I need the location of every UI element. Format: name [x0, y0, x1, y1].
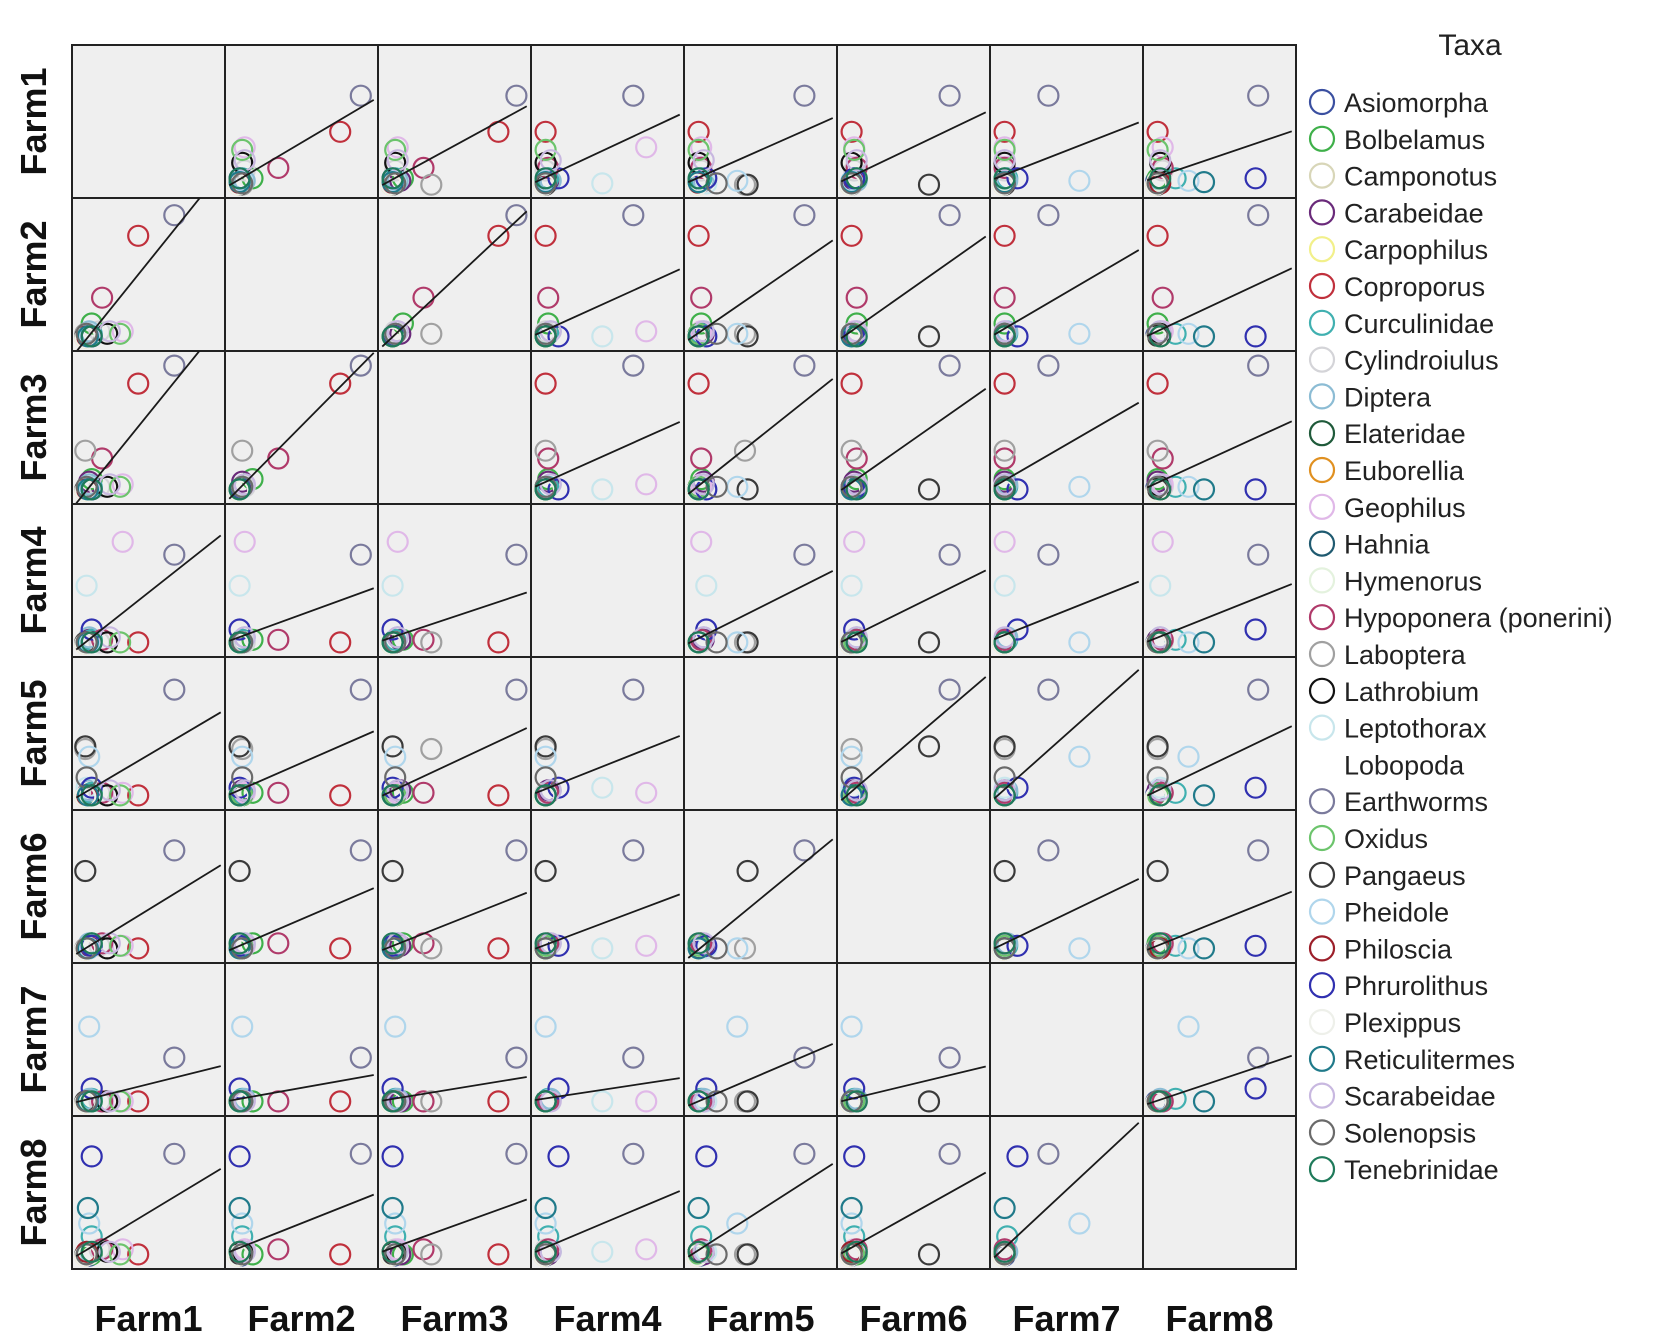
row-label-farm7: Farm7 [13, 985, 54, 1094]
panel-Farm7-vs-Farm2 [225, 963, 378, 1116]
legend-label: Scarabeidae [1344, 1081, 1496, 1112]
legend-item-pangaeus [1310, 861, 1466, 891]
legend-item-lathrobium [1310, 677, 1479, 707]
row-label-farm5: Farm5 [13, 679, 54, 788]
panel-Farm3-vs-Farm7 [990, 351, 1143, 504]
col-label-farm7: Farm7 [1012, 1298, 1121, 1339]
panel-Farm8-vs-Farm1 [72, 1116, 225, 1269]
panel-Farm5-vs-Farm3 [378, 657, 531, 810]
legend-item-hymenorus [1310, 566, 1482, 596]
panel-background [1143, 1116, 1296, 1269]
legend-marker [1310, 274, 1334, 298]
legend-item-coproporus [1310, 272, 1485, 302]
legend-item-lobopoda [1310, 750, 1465, 780]
legend-item-phrurolithus [1310, 971, 1488, 1001]
row-label-farm8: Farm8 [13, 1138, 54, 1247]
row-label-farm6: Farm6 [13, 832, 54, 941]
legend-marker [1310, 605, 1334, 629]
legend-label: Leptothorax [1344, 713, 1487, 744]
legend-label: Hypoponera (ponerini) [1344, 603, 1613, 634]
legend-label: Asiomorpha [1344, 88, 1489, 118]
panel-Farm8-vs-Farm7 [990, 1116, 1143, 1269]
col-label-farm2: Farm2 [247, 1298, 356, 1339]
legend-marker [1310, 679, 1334, 703]
legend-label: Tenebrinidae [1344, 1155, 1499, 1186]
legend-item-laboptera [1310, 640, 1467, 670]
legend-marker [1310, 237, 1334, 261]
panel-Farm8-vs-Farm8 [1143, 1116, 1296, 1269]
legend-label: Elateridae [1344, 419, 1466, 450]
legend-label: Camponotus [1344, 161, 1498, 192]
panel-background [990, 963, 1143, 1116]
panel-Farm5-vs-Farm7 [990, 657, 1143, 810]
panel-Farm1-vs-Farm4 [531, 45, 684, 198]
legend-marker [1310, 568, 1334, 592]
panel-Farm6-vs-Farm1 [72, 810, 225, 963]
legend-label: Carpophilus [1344, 235, 1489, 266]
legend-label: Earthworms [1344, 787, 1489, 818]
legend-marker [1310, 164, 1334, 188]
panel-background [837, 810, 990, 963]
panel-Farm2-vs-Farm5 [684, 198, 837, 351]
panel-Farm4-vs-Farm4 [531, 504, 684, 657]
legend-marker [1310, 127, 1334, 151]
col-label-farm5: Farm5 [706, 1298, 815, 1339]
legend-marker [1310, 90, 1334, 114]
panel-Farm8-vs-Farm6 [837, 1116, 990, 1269]
legend-label: Phrurolithus [1344, 971, 1489, 1002]
panel-background [684, 657, 837, 810]
col-label-farm4: Farm4 [553, 1298, 662, 1339]
legend-marker [1310, 384, 1334, 408]
legend-label: Geophilus [1344, 492, 1466, 523]
legend-label: Bolbelamus [1344, 124, 1486, 155]
legend-marker [1310, 311, 1334, 335]
panel-Farm6-vs-Farm3 [378, 810, 531, 963]
panel-Farm3-vs-Farm1 [72, 325, 225, 504]
legend-item-philoscia [1310, 934, 1453, 964]
legend-label: Reticulitermes [1344, 1044, 1516, 1075]
legend-item-pheidole [1310, 898, 1449, 928]
row-labels [13, 67, 54, 1246]
panel-Farm3-vs-Farm2 [225, 351, 378, 504]
legend-marker [1310, 826, 1334, 850]
panel-Farm1-vs-Farm6 [837, 45, 990, 198]
panel-Farm5-vs-Farm2 [225, 657, 378, 810]
panel-Farm4-vs-Farm1 [72, 504, 225, 657]
panels-layer [72, 45, 1296, 1269]
panel-Farm4-vs-Farm6 [837, 504, 990, 657]
legend-item-hypoponera-ponerini- [1310, 603, 1613, 633]
panel-Farm8-vs-Farm5 [684, 1116, 837, 1269]
panel-Farm4-vs-Farm7 [990, 504, 1143, 657]
legend-label: Diptera [1344, 382, 1432, 413]
legend-item-hahnia [1310, 530, 1431, 560]
legend-marker [1310, 1010, 1334, 1034]
legend-marker [1310, 642, 1334, 666]
legend-marker [1310, 532, 1334, 556]
legend-marker [1310, 200, 1334, 224]
legend-label: Plexippus [1344, 1008, 1462, 1038]
legend-item-bolbelamus [1310, 125, 1485, 155]
panel-Farm4-vs-Farm8 [1143, 504, 1296, 657]
legend-marker [1310, 716, 1334, 740]
panel-Farm2-vs-Farm7 [990, 198, 1143, 351]
legend-marker [1310, 973, 1334, 997]
legend-marker [1310, 1120, 1334, 1144]
legend-marker [1310, 900, 1334, 924]
legend-item-elateridae [1310, 419, 1466, 449]
legend-marker [1310, 495, 1334, 519]
legend-item-tenebrinidae [1310, 1155, 1499, 1185]
panel-Farm3-vs-Farm5 [684, 351, 837, 504]
panel-Farm1-vs-Farm1 [72, 45, 225, 198]
panel-Farm6-vs-Farm8 [1143, 810, 1296, 963]
legend-label: Hahnia [1344, 529, 1430, 560]
panel-Farm1-vs-Farm8 [1143, 45, 1296, 198]
panel-Farm2-vs-Farm6 [837, 198, 990, 351]
legend-marker [1310, 348, 1334, 372]
panel-Farm6-vs-Farm7 [990, 810, 1143, 963]
panel-Farm3-vs-Farm8 [1143, 351, 1296, 504]
legend-label: Carabeidae [1344, 198, 1484, 229]
panel-Farm7-vs-Farm6 [837, 963, 990, 1116]
legend-marker [1310, 1047, 1334, 1071]
legend-item-camponotus [1310, 162, 1497, 192]
col-label-farm8: Farm8 [1165, 1298, 1274, 1339]
legend-marker [1310, 863, 1334, 887]
legend-label: Coproporus [1344, 272, 1486, 302]
legend-item-solenopsis [1310, 1118, 1476, 1148]
panel-Farm1-vs-Farm2 [225, 45, 378, 198]
legend-label: Lobopoda [1344, 750, 1465, 781]
legend-label: Hymenorus [1344, 566, 1483, 597]
legend-title: Taxa [1438, 29, 1502, 62]
panel-Farm8-vs-Farm4 [531, 1116, 684, 1269]
panel-Farm7-vs-Farm3 [378, 963, 531, 1116]
column-labels [94, 1298, 1273, 1339]
legend-item-cylindroiulus [1310, 346, 1499, 376]
panel-Farm5-vs-Farm1 [72, 657, 225, 810]
legend-marker [1310, 458, 1334, 482]
row-label-farm4: Farm4 [13, 526, 54, 635]
legend-marker [1310, 752, 1334, 776]
panel-Farm7-vs-Farm4 [531, 963, 684, 1116]
panel-background [531, 504, 684, 657]
legend-item-geophilus [1310, 493, 1466, 523]
legend-label: Lathrobium [1344, 676, 1480, 707]
legend-marker [1310, 421, 1334, 445]
panel-Farm3-vs-Farm4 [531, 351, 684, 504]
legend-marker [1310, 936, 1334, 960]
legend-label: Pangaeus [1344, 860, 1466, 891]
panel-Farm5-vs-Farm5 [684, 657, 837, 810]
panel-Farm1-vs-Farm7 [990, 45, 1143, 198]
panel-background [72, 45, 225, 198]
panel-Farm2-vs-Farm3 [378, 198, 531, 351]
legend-item-diptera [1310, 382, 1432, 412]
panel-Farm7-vs-Farm8 [1143, 963, 1296, 1116]
panel-Farm4-vs-Farm3 [378, 504, 531, 657]
legend-marker [1310, 789, 1334, 813]
row-label-farm1: Farm1 [13, 67, 54, 176]
legend-item-asiomorpha [1310, 88, 1489, 118]
col-label-farm1: Farm1 [94, 1298, 203, 1339]
legend-label: Cylindroiulus [1344, 345, 1499, 376]
panel-Farm5-vs-Farm4 [531, 657, 684, 810]
legend-label: Oxidus [1344, 824, 1429, 854]
panel-Farm3-vs-Farm3 [378, 351, 531, 504]
panel-Farm7-vs-Farm1 [72, 963, 225, 1116]
row-label-farm3: Farm3 [13, 373, 54, 482]
col-label-farm6: Farm6 [859, 1298, 968, 1339]
legend-item-oxidus [1310, 824, 1428, 854]
col-label-farm3: Farm3 [400, 1298, 509, 1339]
legend-item-carpophilus [1310, 235, 1488, 265]
legend-label: Solenopsis [1344, 1118, 1477, 1149]
legend-item-carabeidae [1310, 198, 1484, 228]
panel-Farm1-vs-Farm5 [684, 45, 837, 198]
panel-Farm3-vs-Farm6 [837, 351, 990, 504]
panel-Farm1-vs-Farm3 [378, 45, 531, 198]
legend-item-leptothorax [1310, 714, 1487, 744]
legend-marker [1310, 1157, 1334, 1181]
legend-item-plexippus [1310, 1008, 1461, 1038]
panel-Farm4-vs-Farm2 [225, 504, 378, 657]
panel-Farm4-vs-Farm5 [684, 504, 837, 657]
legend-item-reticulitermes [1310, 1045, 1515, 1075]
panel-Farm8-vs-Farm2 [225, 1116, 378, 1269]
panel-Farm6-vs-Farm2 [225, 810, 378, 963]
legend-label: Pheidole [1344, 897, 1450, 928]
panel-Farm2-vs-Farm2 [225, 198, 378, 351]
legend-label: Euborellia [1344, 456, 1465, 486]
panel-Farm8-vs-Farm3 [378, 1116, 531, 1269]
legend-label: Philoscia [1344, 934, 1453, 965]
panel-Farm5-vs-Farm8 [1143, 657, 1296, 810]
panel-Farm2-vs-Farm1 [72, 172, 225, 352]
panel-Farm2-vs-Farm4 [531, 198, 684, 351]
legend-item-earthworms [1310, 787, 1488, 817]
panel-Farm6-vs-Farm6 [837, 810, 990, 963]
panel-background [378, 351, 531, 504]
legend-item-euborellia [1310, 456, 1465, 486]
panel-Farm7-vs-Farm5 [684, 963, 837, 1116]
panel-background [225, 198, 378, 351]
legend-label: Curculinidae [1344, 308, 1495, 339]
legend-marker [1310, 1084, 1334, 1108]
panel-Farm2-vs-Farm8 [1143, 198, 1296, 351]
row-label-farm2: Farm2 [13, 220, 54, 329]
legend-item-scarabeidae [1310, 1082, 1496, 1112]
legend [1310, 29, 1613, 1185]
panel-Farm6-vs-Farm4 [531, 810, 684, 963]
panel-Farm6-vs-Farm5 [684, 810, 837, 963]
panel-Farm5-vs-Farm6 [837, 657, 990, 810]
legend-item-curculinidae [1310, 309, 1494, 339]
legend-label: Laboptera [1344, 640, 1466, 670]
panel-Farm7-vs-Farm7 [990, 963, 1143, 1116]
